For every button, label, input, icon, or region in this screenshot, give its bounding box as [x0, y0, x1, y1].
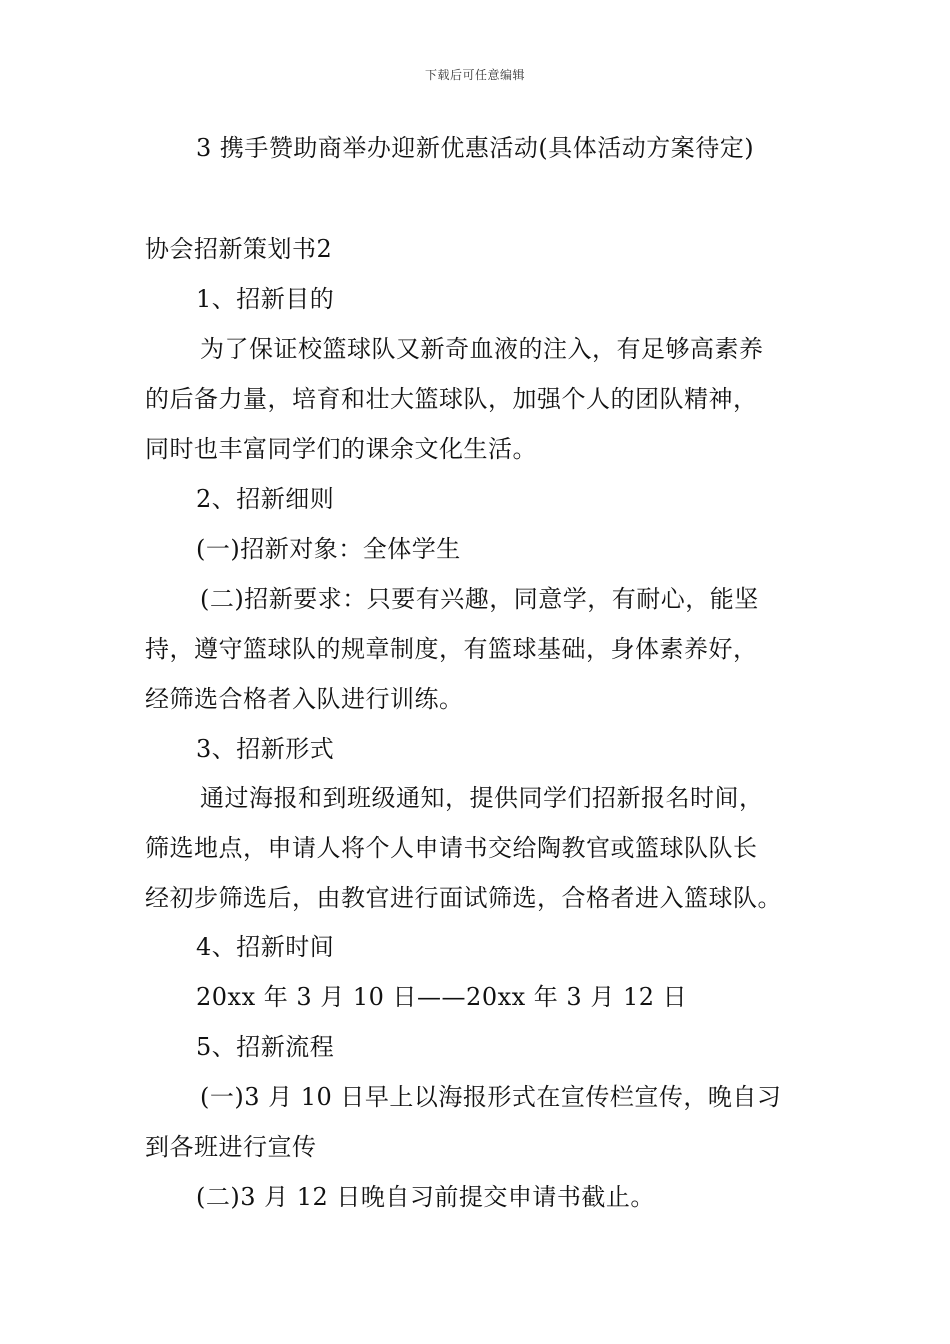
paragraph-line: (二)3 月 12 日晚自习前提交申请书截止。 — [196, 1183, 655, 1211]
paragraph-line: 持，遵守篮球队的规章制度，有篮球基础，身体素养好， — [145, 635, 758, 663]
heading-form: 3、招新形式 — [196, 735, 335, 763]
paragraph-line: (一)招新对象：全体学生 — [196, 535, 461, 563]
paragraph-line: 到各班进行宣传 — [145, 1133, 317, 1161]
paragraph-line: 20xx 年 3 月 10 日——20xx 年 3 月 12 日 — [196, 983, 688, 1011]
heading-time: 4、招新时间 — [196, 933, 335, 961]
paragraph-line: (二)招新要求：只要有兴趣，同意学，有耐心，能坚 — [200, 585, 759, 613]
heading-purpose: 1、招新目的 — [196, 285, 335, 313]
header-note: 下载后可任意编辑 — [424, 68, 525, 82]
paragraph-line: 的后备力量，培育和壮大篮球队，加强个人的团队精神， — [145, 385, 758, 413]
heading-details: 2、招新细则 — [196, 485, 335, 513]
paragraph-line: (一)3 月 10 日早上以海报形式在宣传栏宣传，晚自习 — [200, 1083, 782, 1111]
paragraph-line: 同时也丰富同学们的课余文化生活。 — [145, 435, 537, 463]
paragraph-line: 通过海报和到班级通知，提供同学们招新报名时间， — [200, 784, 764, 812]
paragraph-line: 为了保证校篮球队又新奇血液的注入，有足够高素养 — [200, 335, 764, 363]
paragraph-line: 筛选地点，申请人将个人申请书交给陶教官或篮球队队长 — [145, 834, 758, 862]
paragraph-line: 经筛选合格者入队进行训练。 — [145, 685, 464, 713]
activity-line: 3 携手赞助商举办迎新优惠活动(具体活动方案待定) — [196, 134, 755, 162]
heading-process: 5、招新流程 — [196, 1033, 335, 1061]
section-title: 协会招新策划书2 — [145, 235, 333, 263]
paragraph-line: 经初步筛选后，由教官进行面试筛选，合格者进入篮球队。 — [145, 884, 782, 912]
